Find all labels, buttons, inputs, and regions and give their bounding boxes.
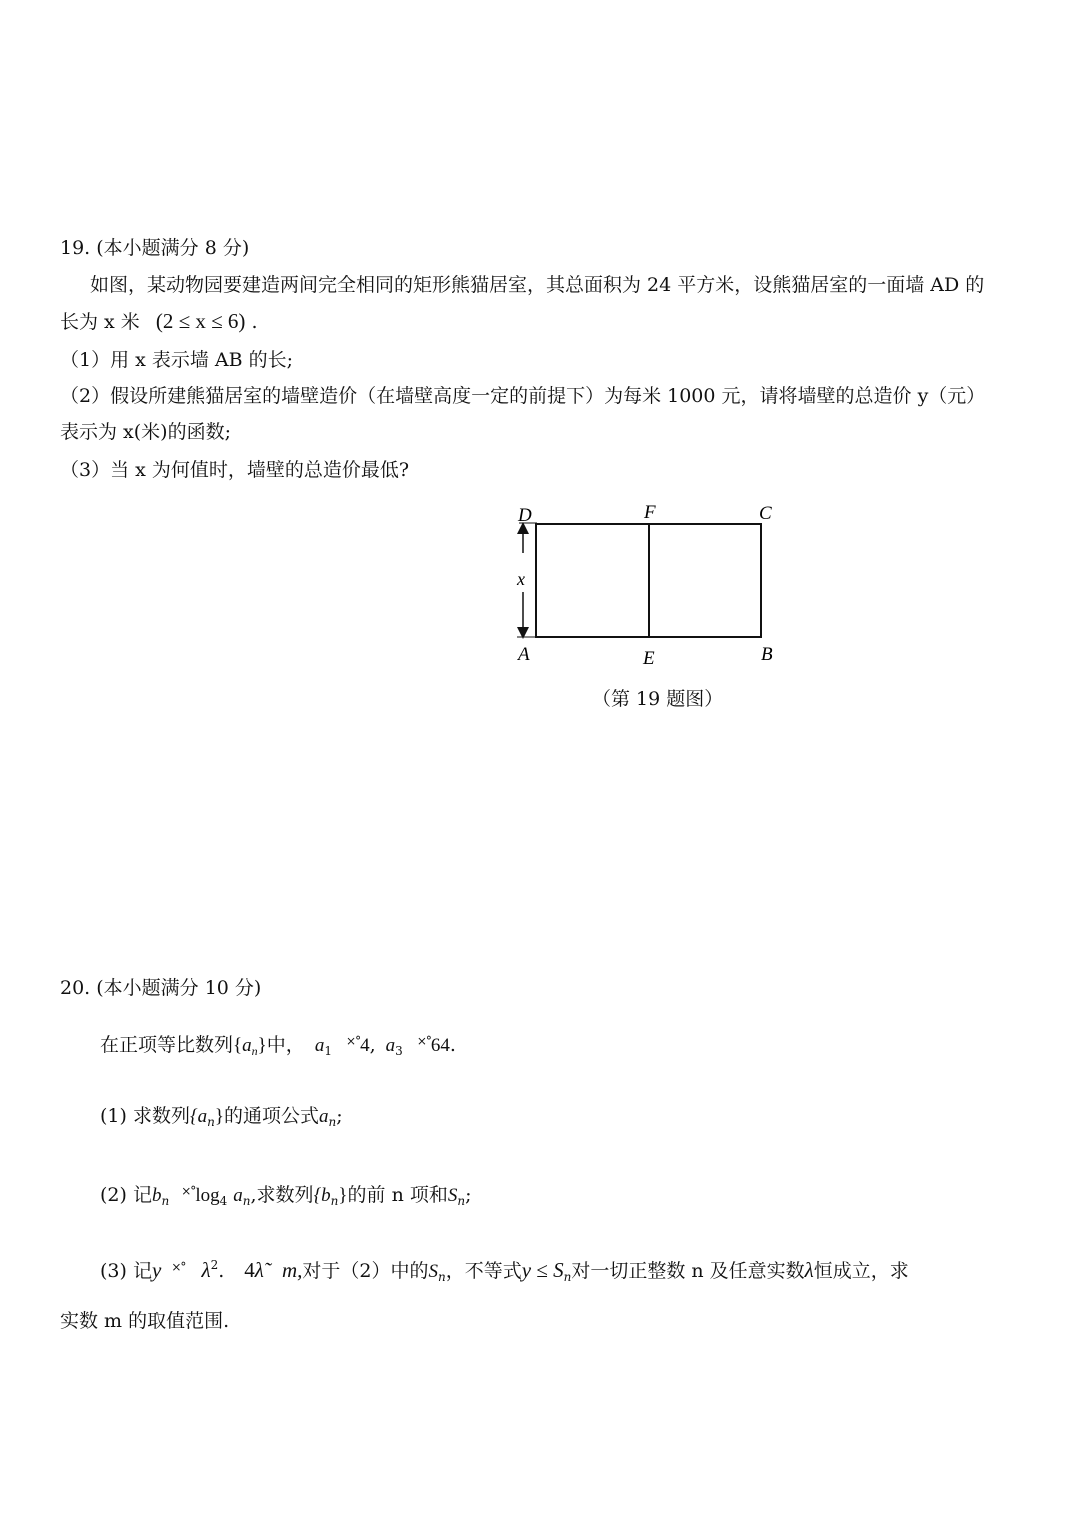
q20-p3-n: n (437, 1270, 446, 1284)
q20-line1-a3: a (385, 1035, 396, 1056)
q20-p2-n3: n (330, 1194, 339, 1208)
q20-p2-log: log (195, 1185, 220, 1206)
q20-p3-sq: 2 (210, 1258, 219, 1272)
q20-line1-mid: 中， (266, 1034, 305, 1056)
q20-p2-b: b (151, 1185, 162, 1206)
q20-line1-brace-open: { (233, 1035, 243, 1056)
q20-p3-pre: (3) 记 (100, 1260, 152, 1282)
q20-p3-tail2: 恒成立，求 (813, 1260, 909, 1282)
q20-p1-set: {a (189, 1106, 208, 1127)
q20-p3-mid: 对于（2）中的 (302, 1260, 429, 1282)
q20-p1-a: a (318, 1106, 329, 1127)
q19-part-2a: （2）假设所建熊猫居室的墙壁造价（在墙壁高度一定的前提下）为每米 1000 元，请将墙壁的总造价 y（元） (60, 385, 986, 407)
q20-line1-end: . (449, 1034, 456, 1056)
label-x: x (517, 569, 525, 589)
q20-p3-tail: 对一切正整数 n 及任意实数 (571, 1260, 805, 1282)
q20-p2-n2: n (242, 1194, 251, 1208)
label-B: B (761, 644, 773, 665)
q20-p3-dot: . (218, 1260, 225, 1282)
q20-p3-n2: n (563, 1270, 572, 1284)
q19-range-tail: . (251, 311, 258, 333)
q20-line1-brace-close: } (257, 1035, 267, 1056)
q20-p3-inequality: y ≤ S (521, 1258, 564, 1282)
q20-p1-mid: 的通项公式 (223, 1105, 319, 1127)
q20-line-1 (100, 1027, 456, 1065)
q20-p3-lambda-2: λ (804, 1258, 814, 1282)
q20-line1-comma: , (369, 1034, 376, 1056)
q19-header: 19. (本小题满分 8 分) (60, 237, 250, 259)
q20-p2-close: } (338, 1185, 348, 1206)
q20-p3-four: 4 (244, 1258, 255, 1282)
q20-line1-n: n (251, 1044, 258, 1058)
q19-part-2b: 表示为 x(米)的函数; (60, 421, 231, 443)
label-F: F (644, 502, 656, 523)
label-A: A (518, 644, 530, 665)
q20-p1-n2: n (328, 1115, 337, 1129)
q20-line1-pre: 在正项等比数列 (100, 1034, 234, 1056)
q20-p2-end: ; (465, 1184, 472, 1206)
q19-range: (2 ≤ x ≤ 6) (155, 309, 246, 333)
q20-p3-lambda-tilde: λ̃ (254, 1258, 264, 1282)
q19-intro-2 (60, 307, 257, 336)
q20-p2-eq-glyph: ×° (181, 1184, 196, 1198)
q20-p3-S: S (428, 1261, 438, 1282)
q20-line1-eq-glyph-2: ×° (416, 1034, 431, 1048)
q20-p1-end: ; (336, 1105, 343, 1127)
q20-p2-n: n (161, 1194, 170, 1208)
q20-line1-val3: 64 (430, 1035, 450, 1056)
label-C: C (759, 503, 772, 524)
q20-p3-lambda: λ (201, 1258, 211, 1282)
q20-part-2 (100, 1177, 472, 1215)
q20-p3-mid2: ，不等式 (445, 1260, 522, 1282)
q20-part-1 (100, 1102, 343, 1136)
q19-figure (505, 495, 795, 670)
q20-p2-set: {b (313, 1185, 331, 1206)
q19-intro: 如图，某动物园要建造两间完全相同的矩形熊猫居室，其总面积为 24 平方米，设熊猫居室的一面墙 AD 的 (90, 274, 985, 296)
q20-p2-base: 4 (219, 1194, 228, 1208)
q20-header: 20. (本小题满分 10 分) (60, 977, 262, 999)
q20-p3-m: m, (281, 1258, 303, 1282)
q20-line1-a: a (242, 1035, 252, 1056)
q20-p1-n: n (207, 1115, 215, 1129)
q20-p1-close: } (214, 1106, 224, 1127)
q20-part-3b: 实数 m 的取值范围. (60, 1310, 230, 1332)
q20-line1-sub3: 3 (395, 1044, 403, 1058)
q20-p2-mid: ,求数列 (250, 1184, 314, 1206)
q20-line1-val1: 4 (360, 1035, 370, 1056)
q20-p2-S: S (447, 1185, 458, 1206)
q19-part-1: （1）用 x 表示墙 AB 的长; (60, 349, 294, 371)
q20-line1-eq-glyph: ×° (346, 1034, 361, 1048)
label-E: E (643, 648, 655, 669)
q20-p1-pre: (1) 求数列 (100, 1105, 190, 1127)
q20-p3-y: y (151, 1258, 162, 1282)
q19-figure-caption: （第 19 题图） (592, 688, 724, 710)
q20-p2-n4: n (457, 1194, 466, 1208)
q20-line1-sub1: 1 (324, 1044, 332, 1058)
q20-part-3 (100, 1251, 909, 1291)
q20-p2-a: a (233, 1185, 243, 1206)
q20-line1-a1: a (314, 1035, 325, 1056)
q20-p2-tail: 的前 n 项和 (347, 1184, 448, 1206)
q19-intro-prefix: 长为 x 米 (60, 311, 140, 333)
q19-part-3: （3）当 x 为何值时，墙壁的总造价最低? (60, 459, 410, 481)
label-D: D (518, 505, 532, 526)
q20-p2-pre: (2) 记 (100, 1184, 152, 1206)
q20-p3-eq-glyph: ×° (171, 1260, 186, 1274)
